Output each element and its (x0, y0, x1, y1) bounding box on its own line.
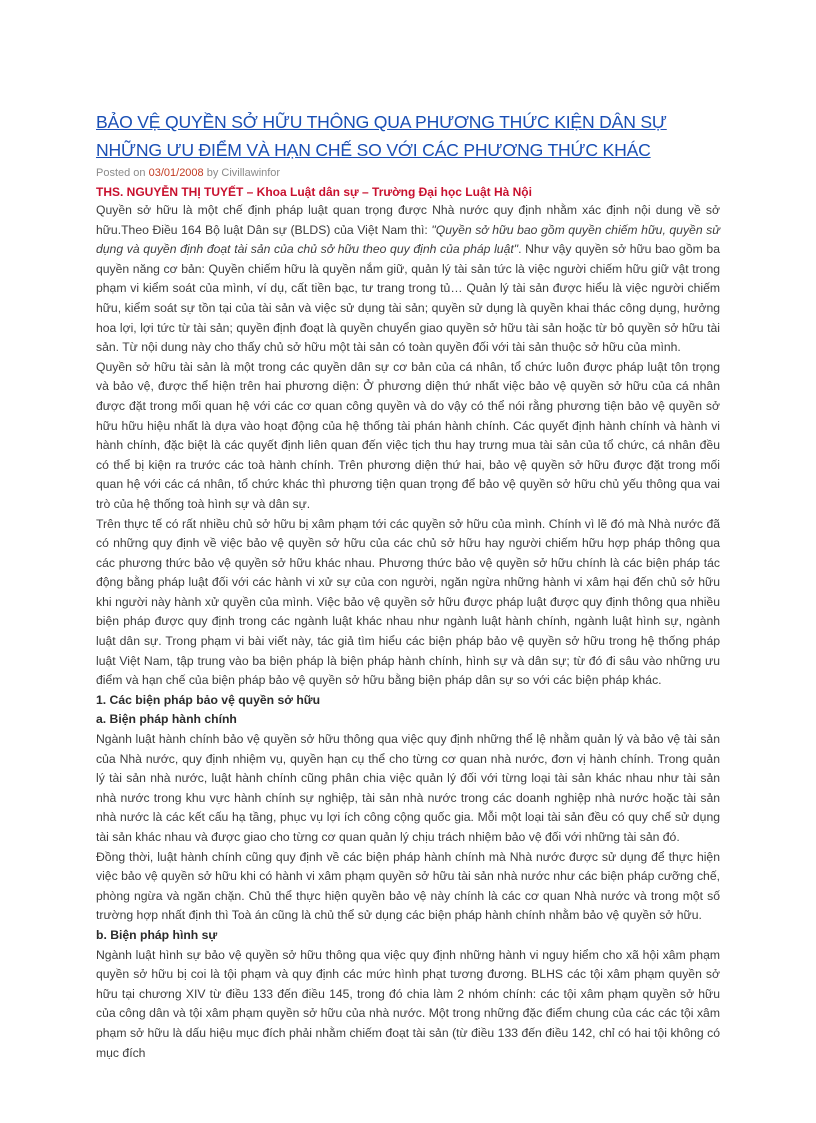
article (96, 108, 720, 1063)
paragraph-1 (96, 201, 720, 358)
author-line: THS. NGUYỄN THỊ TUYẾT – Khoa Luật dân sự – Trường Đại học Luật Hà Nội (96, 185, 532, 199)
p1-text-before: Quyền sở hữu là một chế định pháp luật quan trọng được Nhà nước quy định nhằm xác định nội dung về sở hữu.Theo Điều 164 Bộ luật Dân sự (BLDS) của Việt Nam thì: (96, 203, 720, 237)
article-title[interactable]: BẢO VỆ QUYỀN SỞ HỮU THÔNG QUA PHƯƠNG THỨC KIỆN DÂN SỰ NHỮNG ƯU ĐIỂM VÀ HẠN CHẾ SO VỚI CÁC PHƯƠNG THỨC KHÁC (96, 112, 667, 160)
paragraph-5: Đồng thời, luật hành chính cũng quy định về các biện pháp hành chính mà Nhà nước được sử dụng để thực hiện việc bảo vệ quyền sở hữu khi có hành vi xâm phạm quyền sở hữu tài sản nhà nước như các biện pháp cưỡng chế, phòng ngừa và ngăn chặn. Chủ thể thực hiện quyền bảo vệ này chính là các cơ quan Nhà nước và trong một số trường hợp nhất định thì Toà án cũng là chủ thể sử dụng các biện pháp hành chính nhằm bảo vệ quyền sở hữu. (96, 849, 720, 923)
paragraph-6: Ngành luật hình sự bảo vệ quyền sở hữu thông qua việc quy định những hành vi nguy hiểm cho xã hội xâm phạm quyền sở hữu bị coi là tội phạm và quy định các mức hình phạt tương đương. BLHS các tội xâm phạm quyền sở hữu tại chương XIV từ điều 133 đến điều 145, trong đó chia làm 2 nhóm chính: các tội xâm phạm quyền sở hữu của công dân và tội xâm phạm quyền sở hữu của nhà nước. Một trong những đặc điểm chung của các các tội xâm phạm sở hữu là dấu hiệu mục đích phải nhằm chiếm đoạt tài sản (từ điều 133 đến điều 142, chỉ có hai tội không có mục đích (96, 947, 720, 1060)
subsection-heading-b: b. Biện pháp hình sự (96, 927, 218, 942)
paragraph-4: Ngành luật hành chính bảo vệ quyền sở hữu thông qua việc quy định những thể lệ nhằm quản lý và bảo vệ tài sản của Nhà nước, quy định nhiệm vụ, quyền hạn cụ thể cho từng cơ quan nhà nước, đơn vị hành chính. Trong quản lý tài sản nhà nước, luật hành chính cũng phân chia việc quản lý đối với từng loại tài sản khác nhau như tài sản nhà nước trong khu vực hành chính sự nghiệp, tài sản nhà nước trong các doanh nghiệp nhà nước hoặc tài sản nhà nước là các kết cấu hạ tầng, phục vụ lợi ích công cộng quốc gia. Mỗi một loại tài sản đều có quy chế sử dụng tài sản khác nhau và được giao cho từng cơ quan quản lý chịu trách nhiệm bảo vệ đối với những tài sản đó. (96, 732, 720, 844)
p1-quote: "Quyền sở hữu bao gồm quyền chiếm hữu, quyền sử dụng và quyền định đoạt tài sản của chủ sở hữu theo quy định của pháp luật" (96, 222, 721, 257)
post-meta (96, 165, 720, 182)
section-heading-1: 1. Các biện pháp bảo vệ quyền sở hữu (96, 692, 321, 707)
posted-date[interactable]: 03/01/2008 (148, 167, 204, 179)
paragraph-2: Quyền sở hữu tài sản là một trong các quyền dân sự cơ bản của cá nhân, tổ chức luôn được pháp luật tôn trọng và bảo vệ, được thể hiện trên hai phương diện: Ở phương diện thứ nhất việc bảo vệ quyền sở hữu của cá nhân được đặt trong mối quan hệ với các cơ quan công quyền và do vậy có thể nói rằng phương tiện bảo vệ quyền sở hữu hữu hiệu nhất là dựa vào hoạt động của hệ thống tài phán hành chính. Các quyết định hành chính và hành vi hành chính, đặc biệt là các quyết định liên quan đến việc tịch thu hay trưng mua tài sản của tổ chức, cá nhân đều có thể bị kiện ra trước các toà hành chính. Trên phương diện thứ hai, bảo vệ quyền sở hữu được đặt trong mối quan hệ với các cá nhân, tổ chức khác thì phương tiện quan trọng để bảo vệ quyền sở hữu chủ yếu thông qua vai trò của hệ thống toà hình sự và dân sự. (96, 359, 720, 511)
posted-by: by Civillawinfor (206, 167, 281, 179)
subsection-heading-a: a. Biện pháp hành chính (96, 712, 237, 727)
p1-text-after: . Như vậy quyền sở hữu bao gồm ba quyền năng cơ bản: Quyền chiếm hữu là quyền nắm giữ, quản lý tài sản tức là việc người chiếm hữu giữ vật trong phạm vi kiểm soát của mình, ví dụ, cất tiền bạc, tư trang trong tủ… Quản lý tài sản được hiểu là việc người chiếm hữu, kiểm soát sự tồn tại của tài sản và việc sử dụng tài sản; quyền sử dụng là quyền khai thác công dụng, hưởng hoa lợi, lợi tức từ tài sản; quyền định đoạt là quyền chuyển giao quyền sở hữu tài sản hoặc từ bỏ quyền sở hữu tài sản. Từ nội dung này cho thấy chủ sở hữu một tài sản có toàn quyền đối với tài sản thuộc sở hữu của mình. (96, 242, 720, 355)
posted-prefix: Posted on (96, 167, 146, 179)
paragraph-3: Trên thực tế có rất nhiều chủ sở hữu bị xâm phạm tới các quyền sở hữu của mình. Chính vì lẽ đó mà Nhà nước đã có những quy định về việc bảo vệ quyền sở hữu của các chủ sở hữu hay người chiếm hữu hợp pháp thông qua các phương thức bảo vệ quyền sở hữu khác nhau. Phương thức bảo vệ quyền sở hữu chính là các biện pháp tác động bằng pháp luật đối với các hành vi xử sự của con người, ngăn ngừa những hành vi xâm hại đến chủ sở hữu khi người này hành xử quyền của mình. Việc bảo vệ quyền sở hữu được pháp luật được quy định thông qua nhiều biện pháp được quy định trong các ngành luật khác nhau như ngành luật hành chính, ngành luật hình sự, ngành luật dân sự. Trong phạm vi bài viết này, tác giả tìm hiểu các biện pháp bảo vệ quyền sở hữu trong hệ thống pháp luật Việt Nam, tập trung vào ba biện pháp là biện pháp hành chính, hình sự và dân sự; từ đó đi sâu vào những ưu điểm và hạn chế của biện pháp bảo vệ quyền sở hữu bằng biện pháp dân sự so với các biện pháp khác. (96, 516, 720, 688)
